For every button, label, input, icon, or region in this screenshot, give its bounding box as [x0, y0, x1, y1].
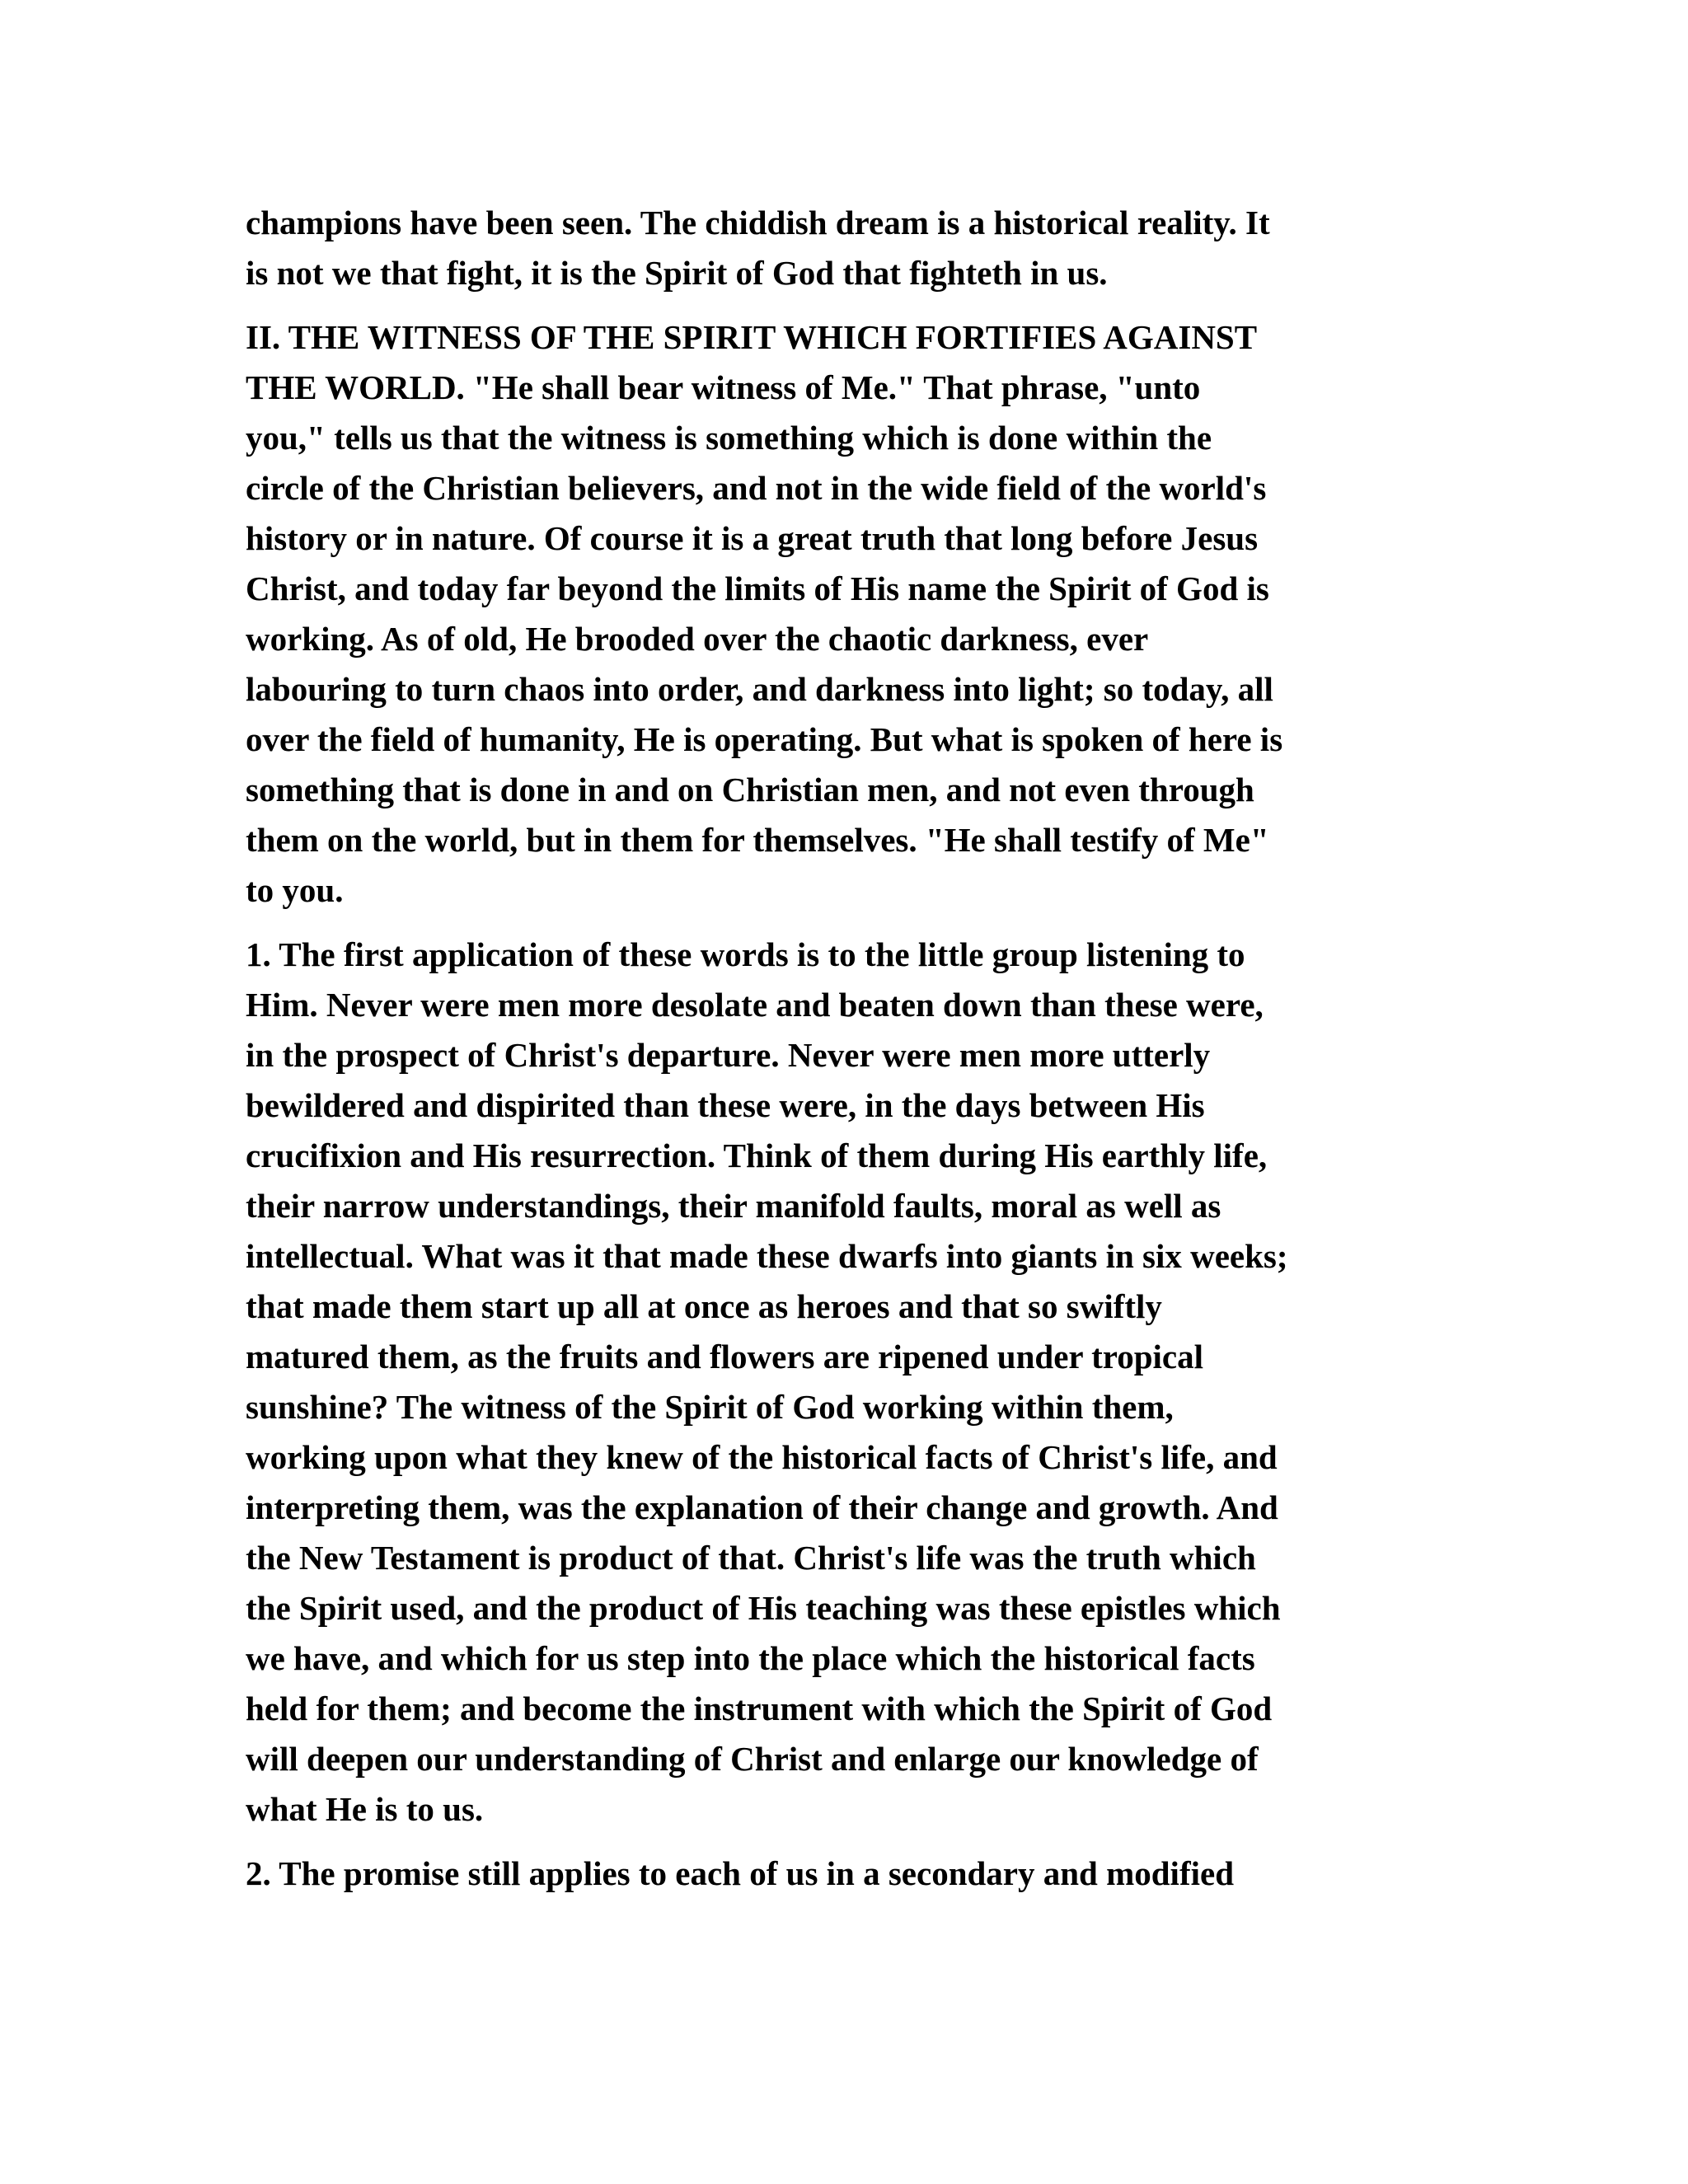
text-line: intellectual. What was it that made these dwarfs into giants in six weeks; [246, 1237, 1288, 1275]
text-line: the Spirit used, and the product of His teaching was these epistles which [246, 1589, 1281, 1627]
text-line: THE WORLD. "He shall bear witness of Me." That phrase, "unto [246, 368, 1201, 406]
paragraph-point-1 [246, 930, 1432, 1835]
text-line: matured them, as the fruits and flowers are ripened under tropical [246, 1338, 1203, 1376]
text-line: labouring to turn chaos into order, and darkness into light; so today, all [246, 670, 1273, 708]
text-line: you," tells us that the witness is something which is done within the [246, 419, 1212, 457]
text-line: them on the world, but in them for themselves. "He shall testify of Me" [246, 821, 1269, 859]
text-line: working. As of old, He brooded over the chaotic darkness, ever [246, 620, 1149, 658]
text-line: something that is done in and on Christian men, and not even through [246, 771, 1254, 808]
text-line: interpreting them, was the explanation of their change and growth. And [246, 1488, 1278, 1526]
text-line: the New Testament is product of that. Christ's life was the truth which [246, 1539, 1256, 1577]
section-heading-line: II. THE WITNESS OF THE SPIRIT WHICH FORTIFIES AGAINST [246, 318, 1258, 356]
text-line: in the prospect of Christ's departure. Never were men more utterly [246, 1036, 1211, 1074]
text-line: Christ, and today far beyond the limits of His name the Spirit of God is [246, 569, 1269, 607]
text-line: will deepen our understanding of Christ and enlarge our knowledge of [246, 1740, 1259, 1778]
text-line: circle of the Christian believers, and not in the wide field of the world's [246, 469, 1267, 507]
text-line: we have, and which for us step into the place which the historical facts [246, 1639, 1255, 1677]
paragraph-point-2 [246, 1849, 1432, 1899]
text-line: is not we that fight, it is the Spirit of God that fighteth in us. [246, 254, 1108, 292]
text-line: to you. [246, 871, 344, 909]
text-line: sunshine? The witness of the Spirit of God working within them, [246, 1388, 1174, 1426]
text-line: bewildered and dispirited than these were, in the days between His [246, 1086, 1205, 1124]
text-line: champions have been seen. The chiddish dream is a historical reality. It [246, 204, 1270, 241]
text-line: working upon what they knew of the historical facts of Christ's life, and [246, 1438, 1278, 1476]
text-line: 1. The first application of these words is to the little group listening to [246, 935, 1245, 973]
text-line: what He is to us. [246, 1790, 484, 1828]
text-line: crucifixion and His resurrection. Think of them during His earthly life, [246, 1137, 1268, 1174]
text-line: 2. The promise still applies to each of us in a secondary and modified [246, 1854, 1234, 1892]
text-line: Him. Never were men more desolate and beaten down than these were, [246, 986, 1264, 1024]
paragraph-continuation [246, 198, 1432, 298]
text-line: held for them; and become the instrument with which the Spirit of God [246, 1690, 1273, 1727]
text-line: that made them start up all at once as heroes and that so swiftly [246, 1287, 1162, 1325]
text-line: their narrow understandings, their manifold faults, moral as well as [246, 1187, 1221, 1225]
text-line: history or in nature. Of course it is a great truth that long before Jesus [246, 519, 1259, 557]
paragraph-section-ii [246, 312, 1432, 916]
text-line: over the field of humanity, He is operating. But what is spoken of here is [246, 720, 1283, 758]
body-text [246, 198, 1432, 1913]
